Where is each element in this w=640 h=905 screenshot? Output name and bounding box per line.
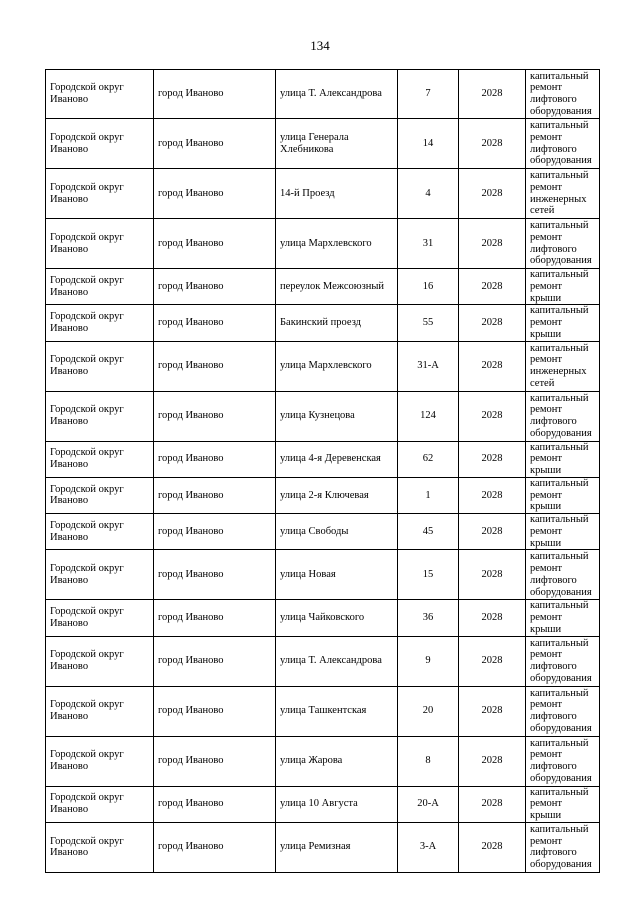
district-cell: Городской округ Иваново — [46, 477, 154, 513]
district-cell: Городской округ Иваново — [46, 550, 154, 600]
street-cell: Бакинский проезд — [276, 305, 398, 341]
year-cell: 2028 — [459, 169, 526, 219]
street-cell: улица Мархлевского — [276, 219, 398, 269]
table-row — [46, 70, 600, 119]
work-type-cell: капитальный ремонт крыши — [526, 269, 600, 305]
table-row — [46, 636, 600, 686]
house-cell: 31-А — [398, 341, 459, 391]
city-cell: город Иваново — [154, 736, 276, 786]
work-type-cell: капитальный ремонт крыши — [526, 477, 600, 513]
street-cell: улица Кузнецова — [276, 391, 398, 441]
table-row — [46, 269, 600, 305]
city-cell: город Иваново — [154, 600, 276, 636]
table-row — [46, 477, 600, 513]
table-row — [46, 219, 600, 269]
district-cell: Городской округ Иваново — [46, 119, 154, 169]
year-cell: 2028 — [459, 219, 526, 269]
district-cell: Городской округ Иваново — [46, 600, 154, 636]
house-cell: 20-А — [398, 786, 459, 822]
district-cell: Городской округ Иваново — [46, 70, 154, 119]
year-cell: 2028 — [459, 269, 526, 305]
city-cell: город Иваново — [154, 822, 276, 872]
house-cell: 36 — [398, 600, 459, 636]
year-cell: 2028 — [459, 686, 526, 736]
city-cell: город Иваново — [154, 636, 276, 686]
house-cell: 55 — [398, 305, 459, 341]
street-cell: улица Мархлевского — [276, 341, 398, 391]
district-cell: Городской округ Иваново — [46, 786, 154, 822]
table-row — [46, 686, 600, 736]
district-cell: Городской округ Иваново — [46, 305, 154, 341]
district-cell: Городской округ Иваново — [46, 514, 154, 550]
work-type-cell: капитальный ремонт лифтового оборудования — [526, 219, 600, 269]
street-cell: улица 4-я Деревенская — [276, 441, 398, 477]
house-cell: 1 — [398, 477, 459, 513]
house-cell: 62 — [398, 441, 459, 477]
house-cell: 15 — [398, 550, 459, 600]
city-cell: город Иваново — [154, 391, 276, 441]
house-cell: 124 — [398, 391, 459, 441]
house-cell: 14 — [398, 119, 459, 169]
house-cell: 7 — [398, 70, 459, 119]
district-cell: Городской округ Иваново — [46, 822, 154, 872]
work-type-cell: капитальный ремонт лифтового оборудования — [526, 550, 600, 600]
house-cell: 31 — [398, 219, 459, 269]
district-cell: Городской округ Иваново — [46, 636, 154, 686]
house-cell: 9 — [398, 636, 459, 686]
street-cell: 14-й Проезд — [276, 169, 398, 219]
year-cell: 2028 — [459, 70, 526, 119]
work-type-cell: капитальный ремонт крыши — [526, 600, 600, 636]
table-row — [46, 119, 600, 169]
work-type-cell: капитальный ремонт крыши — [526, 305, 600, 341]
district-cell: Городской округ Иваново — [46, 686, 154, 736]
work-type-cell: капитальный ремонт лифтового оборудования — [526, 391, 600, 441]
house-cell: 4 — [398, 169, 459, 219]
city-cell: город Иваново — [154, 305, 276, 341]
work-type-cell: капитальный ремонт крыши — [526, 514, 600, 550]
year-cell: 2028 — [459, 119, 526, 169]
city-cell: город Иваново — [154, 119, 276, 169]
year-cell: 2028 — [459, 305, 526, 341]
city-cell: город Иваново — [154, 514, 276, 550]
house-cell: 8 — [398, 736, 459, 786]
work-type-cell: капитальный ремонт лифтового оборудования — [526, 70, 600, 119]
street-cell: улица Свободы — [276, 514, 398, 550]
table-row — [46, 736, 600, 786]
table-row — [46, 786, 600, 822]
street-cell: улица 2-я Ключевая — [276, 477, 398, 513]
year-cell: 2028 — [459, 341, 526, 391]
street-cell: улица 10 Августа — [276, 786, 398, 822]
year-cell: 2028 — [459, 736, 526, 786]
street-cell: улица Чайковского — [276, 600, 398, 636]
work-type-cell: капитальный ремонт лифтового оборудования — [526, 686, 600, 736]
city-cell: город Иваново — [154, 269, 276, 305]
city-cell: город Иваново — [154, 686, 276, 736]
page-number: 134 — [310, 38, 330, 53]
table-row — [46, 514, 600, 550]
city-cell: город Иваново — [154, 550, 276, 600]
city-cell: город Иваново — [154, 169, 276, 219]
district-cell: Городской округ Иваново — [46, 219, 154, 269]
table-row — [46, 550, 600, 600]
district-cell: Городской округ Иваново — [46, 736, 154, 786]
street-cell: переулок Межсоюзный — [276, 269, 398, 305]
year-cell: 2028 — [459, 477, 526, 513]
work-type-cell: капитальный ремонт крыши — [526, 441, 600, 477]
city-cell: город Иваново — [154, 441, 276, 477]
house-cell: 45 — [398, 514, 459, 550]
house-cell: 16 — [398, 269, 459, 305]
city-cell: город Иваново — [154, 341, 276, 391]
city-cell: город Иваново — [154, 219, 276, 269]
house-cell: 3-А — [398, 822, 459, 872]
year-cell: 2028 — [459, 441, 526, 477]
table-row — [46, 441, 600, 477]
street-cell: улица Ташкентская — [276, 686, 398, 736]
table-row — [46, 391, 600, 441]
year-cell: 2028 — [459, 636, 526, 686]
street-cell: улица Генерала Хлебникова — [276, 119, 398, 169]
district-cell: Городской округ Иваново — [46, 169, 154, 219]
work-type-cell: капитальный ремонт лифтового оборудования — [526, 736, 600, 786]
table-row — [46, 169, 600, 219]
work-type-cell: капитальный ремонт инженерных сетей — [526, 169, 600, 219]
district-cell: Городской округ Иваново — [46, 269, 154, 305]
work-type-cell: капитальный ремонт лифтового оборудования — [526, 119, 600, 169]
street-cell: улица Новая — [276, 550, 398, 600]
district-cell: Городской округ Иваново — [46, 441, 154, 477]
city-cell: город Иваново — [154, 477, 276, 513]
table-row — [46, 600, 600, 636]
year-cell: 2028 — [459, 514, 526, 550]
table-row — [46, 822, 600, 872]
year-cell: 2028 — [459, 550, 526, 600]
district-cell: Городской округ Иваново — [46, 391, 154, 441]
registry-table — [45, 69, 600, 873]
work-type-cell: капитальный ремонт крыши — [526, 786, 600, 822]
table-row — [46, 305, 600, 341]
street-cell: улица Ремизная — [276, 822, 398, 872]
year-cell: 2028 — [459, 391, 526, 441]
city-cell: город Иваново — [154, 70, 276, 119]
work-type-cell: капитальный ремонт инженерных сетей — [526, 341, 600, 391]
table-row — [46, 341, 600, 391]
street-cell: улица Т. Александрова — [276, 636, 398, 686]
work-type-cell: капитальный ремонт лифтового оборудования — [526, 822, 600, 872]
street-cell: улица Жарова — [276, 736, 398, 786]
year-cell: 2028 — [459, 786, 526, 822]
year-cell: 2028 — [459, 822, 526, 872]
district-cell: Городской округ Иваново — [46, 341, 154, 391]
city-cell: город Иваново — [154, 786, 276, 822]
street-cell: улица Т. Александрова — [276, 70, 398, 119]
year-cell: 2028 — [459, 600, 526, 636]
house-cell: 20 — [398, 686, 459, 736]
work-type-cell: капитальный ремонт лифтового оборудования — [526, 636, 600, 686]
